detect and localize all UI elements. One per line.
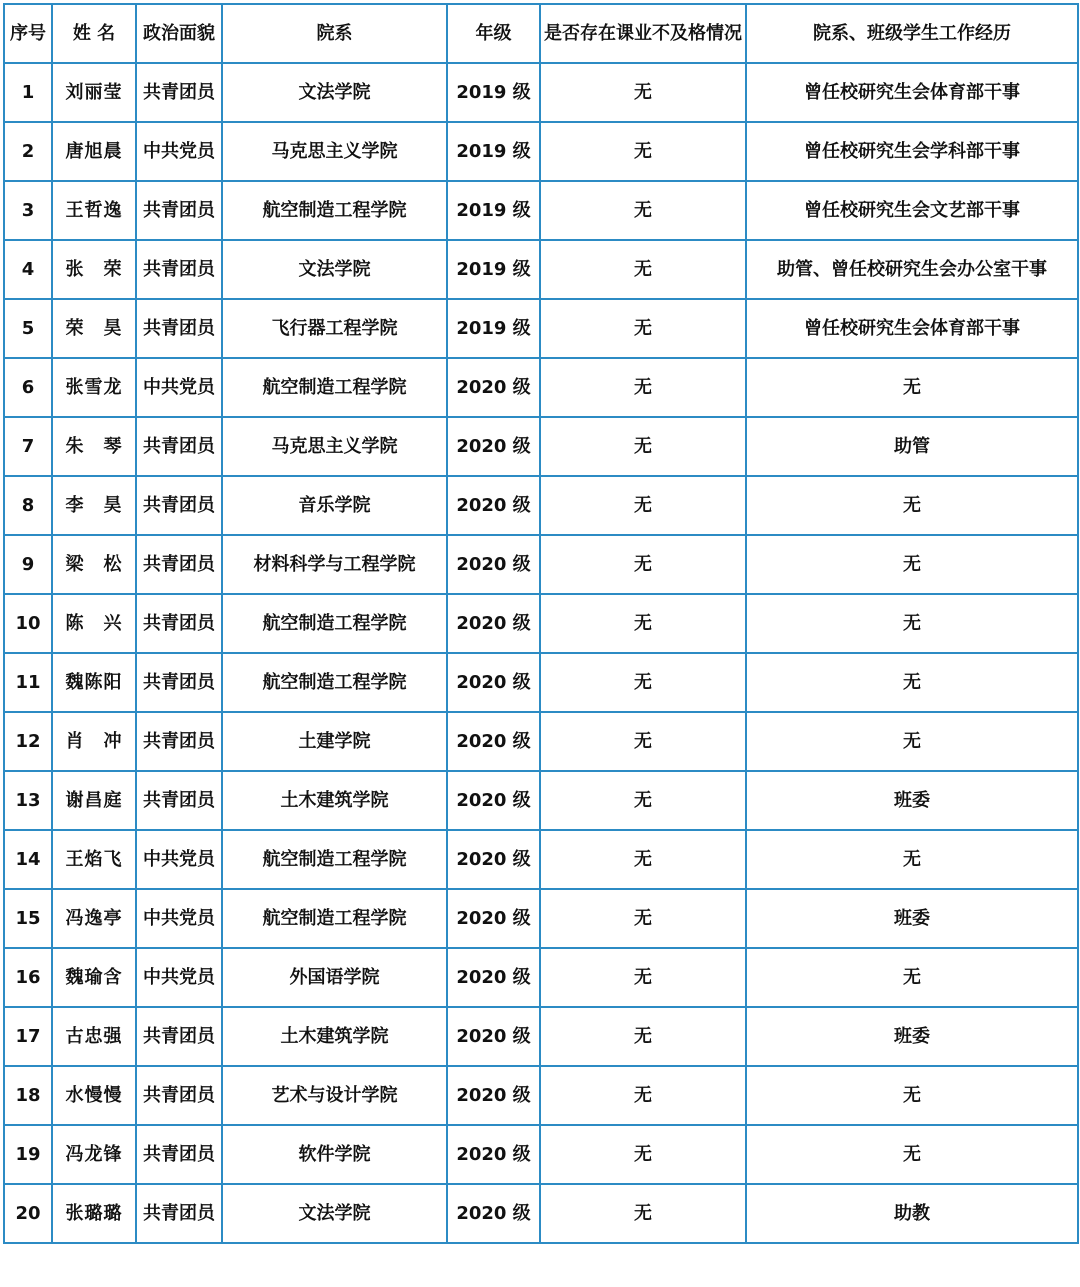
- cell-department: 航空制造工程学院: [222, 889, 447, 948]
- cell-no: 5: [4, 299, 52, 358]
- cell-name: 张璐璐: [52, 1184, 136, 1243]
- cell-failed: 无: [540, 122, 746, 181]
- cell-grade: 2020 级: [447, 771, 540, 830]
- cell-department: 航空制造工程学院: [222, 181, 447, 240]
- table-row: [4, 63, 1078, 122]
- cell-grade: 2020 级: [447, 1007, 540, 1066]
- cell-department: 文法学院: [222, 240, 447, 299]
- header-failed-courses: 是否存在课业不及格情况: [540, 4, 746, 63]
- cell-political: 中共党员: [136, 948, 222, 1007]
- cell-experience: 无: [746, 594, 1078, 653]
- cell-grade: 2020 级: [447, 1125, 540, 1184]
- cell-failed: 无: [540, 358, 746, 417]
- table-row: [4, 122, 1078, 181]
- cell-experience: 无: [746, 535, 1078, 594]
- cell-failed: 无: [540, 535, 746, 594]
- table-row: [4, 889, 1078, 948]
- table-header: [4, 4, 1078, 63]
- table-row: [4, 299, 1078, 358]
- cell-no: 18: [4, 1066, 52, 1125]
- cell-failed: 无: [540, 712, 746, 771]
- cell-department: 航空制造工程学院: [222, 358, 447, 417]
- table-row: [4, 771, 1078, 830]
- cell-department: 土建学院: [222, 712, 447, 771]
- table-row: [4, 712, 1078, 771]
- cell-grade: 2020 级: [447, 712, 540, 771]
- cell-no: 1: [4, 63, 52, 122]
- cell-name: 古忠强: [52, 1007, 136, 1066]
- cell-department: 航空制造工程学院: [222, 830, 447, 889]
- cell-no: 19: [4, 1125, 52, 1184]
- cell-political: 共青团员: [136, 1125, 222, 1184]
- cell-no: 20: [4, 1184, 52, 1243]
- cell-department: 艺术与设计学院: [222, 1066, 447, 1125]
- cell-experience: 曾任校研究生会学科部干事: [746, 122, 1078, 181]
- cell-political: 共青团员: [136, 417, 222, 476]
- cell-no: 16: [4, 948, 52, 1007]
- cell-failed: 无: [540, 417, 746, 476]
- cell-grade: 2020 级: [447, 830, 540, 889]
- cell-experience: 无: [746, 358, 1078, 417]
- table-row: [4, 948, 1078, 1007]
- cell-grade: 2019 级: [447, 63, 540, 122]
- cell-name: 张 荣: [52, 240, 136, 299]
- cell-no: 6: [4, 358, 52, 417]
- cell-no: 3: [4, 181, 52, 240]
- cell-failed: 无: [540, 889, 746, 948]
- cell-failed: 无: [540, 1184, 746, 1243]
- cell-failed: 无: [540, 594, 746, 653]
- cell-name: 魏陈阳: [52, 653, 136, 712]
- cell-grade: 2019 级: [447, 299, 540, 358]
- table-row: [4, 1125, 1078, 1184]
- cell-failed: 无: [540, 181, 746, 240]
- cell-political: 共青团员: [136, 181, 222, 240]
- cell-name: 水慢慢: [52, 1066, 136, 1125]
- cell-name: 肖 冲: [52, 712, 136, 771]
- cell-political: 中共党员: [136, 358, 222, 417]
- cell-name: 冯逸亭: [52, 889, 136, 948]
- cell-political: 共青团员: [136, 1007, 222, 1066]
- cell-grade: 2019 级: [447, 181, 540, 240]
- cell-experience: 曾任校研究生会体育部干事: [746, 299, 1078, 358]
- header-department: 院系: [222, 4, 447, 63]
- cell-no: 2: [4, 122, 52, 181]
- table-row: [4, 417, 1078, 476]
- cell-department: 土木建筑学院: [222, 1007, 447, 1066]
- cell-failed: 无: [540, 299, 746, 358]
- cell-department: 软件学院: [222, 1125, 447, 1184]
- cell-department: 飞行器工程学院: [222, 299, 447, 358]
- cell-department: 材料科学与工程学院: [222, 535, 447, 594]
- table-row: [4, 181, 1078, 240]
- cell-experience: 助管、曾任校研究生会办公室干事: [746, 240, 1078, 299]
- cell-failed: 无: [540, 63, 746, 122]
- cell-experience: 无: [746, 712, 1078, 771]
- cell-political: 共青团员: [136, 712, 222, 771]
- cell-name: 唐旭晨: [52, 122, 136, 181]
- cell-no: 8: [4, 476, 52, 535]
- cell-political: 中共党员: [136, 830, 222, 889]
- cell-name: 冯龙锋: [52, 1125, 136, 1184]
- cell-political: 共青团员: [136, 771, 222, 830]
- cell-experience: 无: [746, 653, 1078, 712]
- cell-failed: 无: [540, 1066, 746, 1125]
- cell-failed: 无: [540, 948, 746, 1007]
- table-row: [4, 535, 1078, 594]
- cell-grade: 2020 级: [447, 594, 540, 653]
- table-row: [4, 594, 1078, 653]
- cell-grade: 2020 级: [447, 476, 540, 535]
- cell-political: 共青团员: [136, 299, 222, 358]
- header-no: 序号: [4, 4, 52, 63]
- cell-grade: 2019 级: [447, 122, 540, 181]
- cell-name: 荣 昊: [52, 299, 136, 358]
- cell-no: 17: [4, 1007, 52, 1066]
- cell-failed: 无: [540, 1125, 746, 1184]
- cell-experience: 无: [746, 476, 1078, 535]
- header-name: 姓 名: [52, 4, 136, 63]
- cell-political: 共青团员: [136, 63, 222, 122]
- cell-experience: 助管: [746, 417, 1078, 476]
- cell-department: 马克思主义学院: [222, 417, 447, 476]
- cell-department: 马克思主义学院: [222, 122, 447, 181]
- cell-name: 李 昊: [52, 476, 136, 535]
- table-row: [4, 653, 1078, 712]
- cell-political: 共青团员: [136, 1184, 222, 1243]
- cell-name: 陈 兴: [52, 594, 136, 653]
- cell-experience: 无: [746, 1066, 1078, 1125]
- cell-grade: 2020 级: [447, 417, 540, 476]
- cell-experience: 班委: [746, 1007, 1078, 1066]
- cell-name: 梁 松: [52, 535, 136, 594]
- cell-political: 共青团员: [136, 476, 222, 535]
- table-row: [4, 1066, 1078, 1125]
- cell-experience: 曾任校研究生会文艺部干事: [746, 181, 1078, 240]
- cell-name: 刘丽莹: [52, 63, 136, 122]
- table-row: [4, 240, 1078, 299]
- cell-political: 中共党员: [136, 889, 222, 948]
- cell-political: 共青团员: [136, 535, 222, 594]
- cell-grade: 2020 级: [447, 948, 540, 1007]
- cell-political: 中共党员: [136, 122, 222, 181]
- cell-no: 7: [4, 417, 52, 476]
- cell-experience: 无: [746, 830, 1078, 889]
- cell-grade: 2019 级: [447, 240, 540, 299]
- table-row: [4, 358, 1078, 417]
- cell-experience: 曾任校研究生会体育部干事: [746, 63, 1078, 122]
- cell-political: 共青团员: [136, 594, 222, 653]
- cell-department: 土木建筑学院: [222, 771, 447, 830]
- cell-experience: 助教: [746, 1184, 1078, 1243]
- table-row: [4, 830, 1078, 889]
- cell-no: 15: [4, 889, 52, 948]
- cell-department: 航空制造工程学院: [222, 653, 447, 712]
- cell-grade: 2020 级: [447, 535, 540, 594]
- cell-no: 14: [4, 830, 52, 889]
- cell-political: 共青团员: [136, 1066, 222, 1125]
- table-row: [4, 1007, 1078, 1066]
- cell-experience: 班委: [746, 771, 1078, 830]
- header-experience: 院系、班级学生工作经历: [746, 4, 1078, 63]
- cell-experience: 班委: [746, 889, 1078, 948]
- candidate-table: [3, 3, 1079, 1244]
- table-row: [4, 1184, 1078, 1243]
- cell-political: 共青团员: [136, 240, 222, 299]
- table-row: [4, 476, 1078, 535]
- cell-experience: 无: [746, 1125, 1078, 1184]
- cell-political: 共青团员: [136, 653, 222, 712]
- cell-name: 张雪龙: [52, 358, 136, 417]
- cell-department: 文法学院: [222, 1184, 447, 1243]
- cell-no: 12: [4, 712, 52, 771]
- header-row: [4, 4, 1078, 63]
- cell-failed: 无: [540, 1007, 746, 1066]
- cell-name: 朱 琴: [52, 417, 136, 476]
- header-political: 政治面貌: [136, 4, 222, 63]
- cell-grade: 2020 级: [447, 358, 540, 417]
- cell-grade: 2020 级: [447, 1066, 540, 1125]
- cell-name: 王哲逸: [52, 181, 136, 240]
- cell-failed: 无: [540, 653, 746, 712]
- cell-department: 航空制造工程学院: [222, 594, 447, 653]
- cell-department: 外国语学院: [222, 948, 447, 1007]
- cell-failed: 无: [540, 476, 746, 535]
- cell-no: 4: [4, 240, 52, 299]
- cell-failed: 无: [540, 771, 746, 830]
- cell-grade: 2020 级: [447, 653, 540, 712]
- cell-name: 王焰飞: [52, 830, 136, 889]
- cell-no: 9: [4, 535, 52, 594]
- cell-department: 文法学院: [222, 63, 447, 122]
- table-body: [4, 63, 1078, 1243]
- cell-grade: 2020 级: [447, 889, 540, 948]
- cell-failed: 无: [540, 830, 746, 889]
- cell-no: 10: [4, 594, 52, 653]
- cell-experience: 无: [746, 948, 1078, 1007]
- cell-department: 音乐学院: [222, 476, 447, 535]
- cell-no: 13: [4, 771, 52, 830]
- cell-name: 魏瑜含: [52, 948, 136, 1007]
- cell-failed: 无: [540, 240, 746, 299]
- header-grade: 年级: [447, 4, 540, 63]
- cell-grade: 2020 级: [447, 1184, 540, 1243]
- cell-name: 谢昌庭: [52, 771, 136, 830]
- cell-no: 11: [4, 653, 52, 712]
